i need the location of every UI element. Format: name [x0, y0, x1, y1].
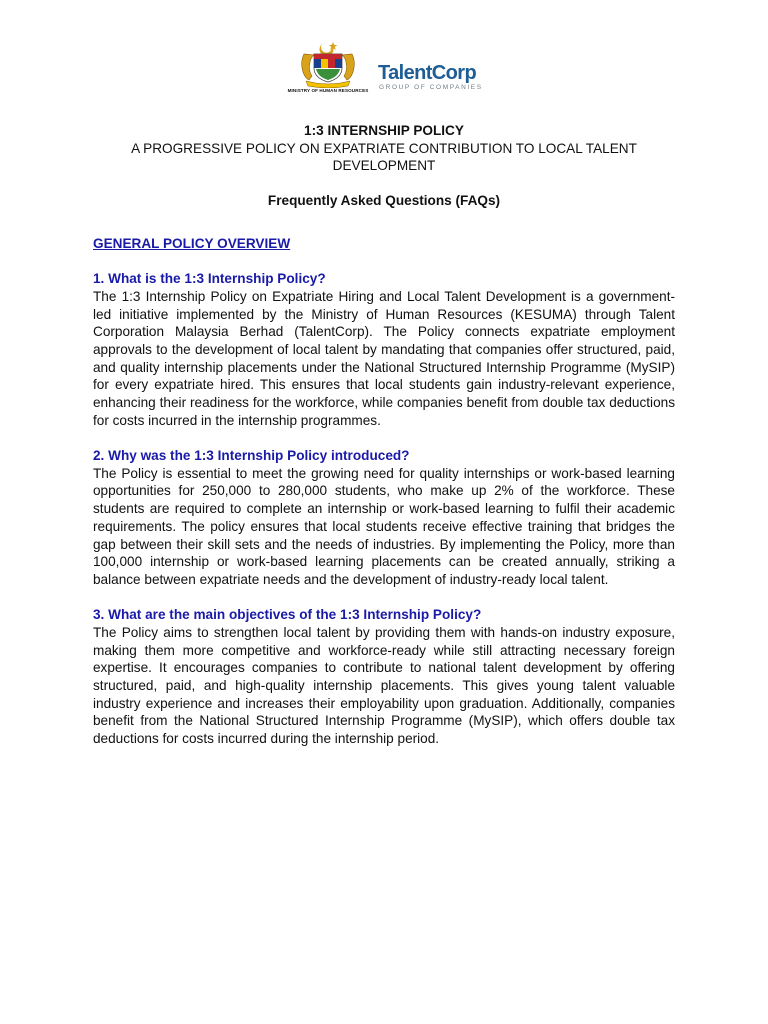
- faq-content: [93, 235, 675, 765]
- section-title: GENERAL POLICY OVERVIEW: [93, 236, 291, 251]
- ministry-logo: [284, 40, 372, 98]
- faq-answer-1: The 1:3 Internship Policy on Expatriate Hiring and Local Talent Development is a government-led initiative implemented by the Ministry of Human Resources (KESUMA) through Talent Corporation Malaysia Berhad (TalentCorp). The Policy connects expatriate employment approvals to the development of local talent by mandating that companies offer structured, paid, and quality internship placements under the National Structured Internship Programme (MySIP) for every expatriate hired. This ensures that local students gain industry-relevant experience, enhancing their readiness for the workforce, while companies benefit from double tax deductions for costs incurred in the internship programmes.: [93, 288, 675, 428]
- talentcorp-name: TalentCorp: [378, 62, 477, 84]
- faq-question-3: 3. What are the main objectives of the 1:3 Internship Policy?: [93, 607, 482, 623]
- document-header: [93, 122, 675, 175]
- talentcorp-logo: [378, 62, 488, 92]
- logo-bar: [0, 40, 768, 100]
- faq-answer-3: The Policy aims to strengthen local talent by providing them with hands-on industry exposure, making them more competitive and workforce-ready while still attracting necessary foreign expertise. It encourages companies to contribute to national talent development by offering structured, paid, and high-quality internship placements. This gives young talent valuable industry experience and increases their employability upon graduation. Additionally, companies benefit from the National Structured Internship Programme (MySIP), which offers double tax deductions for costs incurred during the internship period.: [93, 624, 675, 747]
- document-title: 1:3 INTERNSHIP POLICY: [304, 123, 464, 138]
- faq-question-1: 1. What is the 1:3 Internship Policy?: [93, 271, 326, 287]
- talentcorp-subtitle: GROUP OF COMPANIES: [379, 84, 483, 91]
- faq-answer-2: The Policy is essential to meet the growing need for quality internships or work-based learning opportunities for 250,000 to 280,000 students, who make up 2% of the workforce. These students are required to complete an internship or work-based learning to fulfil their academic requirements. The policy ensures that local students receive effective training that bridges the gap between their skill sets and the needs of industries. By implementing the Policy, more than 100,000 internship or work-based learning placements can be created annually, striking a balance between expatriate needs and the development of industry-ready local talent.: [93, 465, 675, 587]
- faq-question-2: 2. Why was the 1:3 Internship Policy introduced?: [93, 448, 410, 464]
- ministry-caption: MINISTRY OF HUMAN RESOURCES: [287, 88, 369, 93]
- document-subtitle: A PROGRESSIVE POLICY ON EXPATRIATE CONTRIBUTION TO LOCAL TALENT DEVELOPMENT: [131, 140, 637, 173]
- coat-of-arms-icon: [298, 40, 358, 88]
- faq-heading: Frequently Asked Questions (FAQs): [267, 193, 501, 208]
